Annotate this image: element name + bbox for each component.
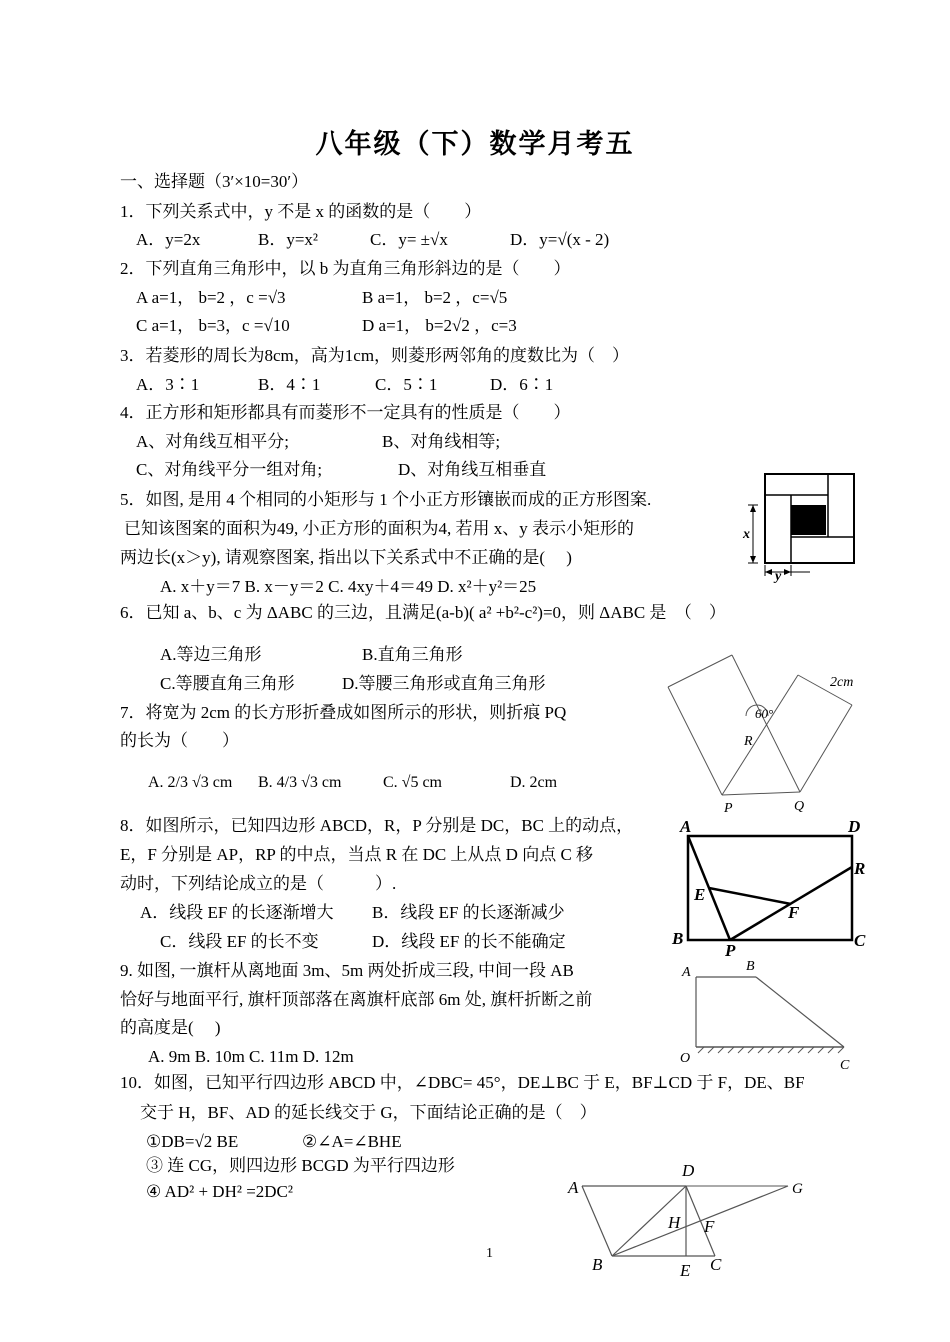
q3-option-d: D．6∶1 xyxy=(490,375,554,394)
q4-option-b: B、对角线相等; xyxy=(382,432,501,451)
q9-fig-label-B: B xyxy=(746,959,755,974)
q9-line3: 的高度是( ) xyxy=(120,1018,221,1037)
q8-fig-label-A: A xyxy=(680,817,692,836)
q5-fig-label-y: y xyxy=(775,569,782,584)
q6-option-c: C.等腰直角三角形 xyxy=(160,674,295,693)
q6-option-b: B.直角三角形 xyxy=(362,645,463,664)
q5-options: A. x＋y＝7 B. x－y＝2 C. 4xy＋4＝49 D. x²＋y²＝25 xyxy=(160,577,537,596)
q7-fig-label-P: P xyxy=(724,801,733,816)
q10-fig-label-A: A xyxy=(568,1178,579,1197)
q10-fig-label-H: H xyxy=(668,1213,681,1232)
q8-option-b: B．线段 EF 的长逐渐减少 xyxy=(372,903,565,922)
q4-stem: 4．正方形和矩形都具有而菱形不一定具有的性质是（ ） xyxy=(120,403,571,422)
q8-fig-label-B: B xyxy=(672,929,684,948)
q3-option-b: B．4∶1 xyxy=(258,375,321,394)
q5-line1: 5．如图, 是用 4 个相同的小矩形与 1 个小正方形镶嵌而成的正方形图案. xyxy=(120,490,652,509)
q6-option-d: D.等腰三角形或直角三角形 xyxy=(342,674,546,693)
q10-fig-label-E: E xyxy=(680,1261,691,1280)
q8-fig-label-R: R xyxy=(854,859,866,878)
q7-figure xyxy=(660,650,880,820)
q10-fig-label-C: C xyxy=(710,1255,722,1274)
q9-fig-label-C: C xyxy=(840,1058,850,1073)
q8-fig-label-C: C xyxy=(854,931,866,950)
q3-option-a: A．3∶1 xyxy=(136,375,200,394)
q8-line1: 8．如图所示，已知四边形 ABCD，R，P 分别是 DC，BC 上的动点， xyxy=(120,816,634,835)
q1-option-c: C．y= ±√x xyxy=(370,230,448,249)
q7-line2: 的长为（ ） xyxy=(120,731,239,750)
q4-option-a: A、对角线互相平分; xyxy=(136,432,289,451)
q5-fig-label-x: x xyxy=(743,527,750,542)
q7-option-d: D. 2cm xyxy=(510,774,558,791)
q7-option-a: A. 2/3 √3 cm xyxy=(148,774,233,791)
q5-figure xyxy=(740,470,860,582)
q2-option-c: C a=1， b=3，c =√10 xyxy=(136,316,290,335)
q2-option-d: D a=1， b=2√2 ，c=3 xyxy=(362,316,517,335)
q7-fig-label-2cm: 2cm xyxy=(830,675,854,690)
q3-option-c: C．5∶1 xyxy=(375,375,438,394)
q9-line2: 恰好与地面平行, 旗杆顶部落在离旗杆底部 6m 处, 旗杆折断之前 xyxy=(120,990,593,1009)
q6-stem: 6．已知 a、b、c 为 ΔABC 的三边，且满足(a-b)( a² +b²-c²)=0，则 ΔABC 是 （ ） xyxy=(120,603,726,622)
q10-statement-2: ②∠A=∠BHE xyxy=(302,1132,402,1151)
q6-option-a: A.等边三角形 xyxy=(160,645,262,664)
q9-line1: 9. 如图, 一旗杆从离地面 3m、5m 两处折成三段, 中间一段 AB xyxy=(120,961,574,980)
q9-options: A. 9m B. 10m C. 11m D. 12m xyxy=(148,1047,354,1066)
section-heading: 一、选择题（3′×10=30′） xyxy=(120,172,309,191)
q1-option-b: B．y=x² xyxy=(258,230,319,249)
q7-line1: 7．将宽为 2cm 的长方形折叠成如图所示的形状，则折痕 PQ xyxy=(120,703,567,722)
q10-fig-label-F: F xyxy=(704,1217,715,1236)
q8-option-a: A．线段 EF 的长逐渐增大 xyxy=(140,903,334,922)
q7-option-c: C. √5 cm xyxy=(383,774,442,791)
q7-fig-label-R: R xyxy=(744,734,753,749)
q9-fig-label-A: A xyxy=(682,965,691,980)
q10-line1: 10．如图，已知平行四边形 ABCD 中，∠DBC= 45°，DE⊥BC 于 E，BF⊥CD 于 F，DE、BF xyxy=(120,1073,805,1092)
q7-fig-label-Q: Q xyxy=(794,799,805,814)
q8-figure xyxy=(670,812,870,962)
page-title: 八年级（下）数学月考五 xyxy=(315,129,635,160)
q7-option-b: B. 4/3 √3 cm xyxy=(258,774,342,791)
q1-option-d: D．y=√(x - 2) xyxy=(510,230,610,249)
q3-stem: 3．若菱形的周长为8cm，高为1cm，则菱形两邻角的度数比为（ ） xyxy=(120,346,630,365)
q5-line2: 已知该图案的面积为49, 小正方形的面积为4, 若用 x、y 表示小矩形的 xyxy=(124,519,634,538)
q4-option-d: D、对角线互相垂直 xyxy=(398,460,547,479)
q9-figure xyxy=(676,955,866,1075)
q5-line3: 两边长(x＞y), 请观察图案, 指出以下关系式中不正确的是( ) xyxy=(120,548,572,567)
q8-line2: E，F 分别是 AP，RP 的中点，当点 R 在 DC 上从点 D 向点 C 移 xyxy=(120,845,594,864)
q8-fig-label-P: P xyxy=(725,941,736,960)
q10-line2: 交于 H，BF、AD 的延长线交于 G，下面结论正确的是（ ） xyxy=(140,1103,597,1122)
q1-stem: 1．下列关系式中，y 不是 x 的函数的是（ ） xyxy=(120,202,482,221)
q10-fig-label-G: G xyxy=(792,1181,803,1197)
q2-option-a: A a=1， b=2 ，c =√3 xyxy=(136,288,286,307)
q8-fig-label-F: F xyxy=(788,903,800,922)
q8-line3: 动时，下列结论成立的是（ ）. xyxy=(120,874,397,893)
q10-statement-3: ③ 连 CG，则四边形 BCGD 为平行四边形 xyxy=(146,1156,455,1175)
q9-fig-label-O: O xyxy=(680,1051,691,1066)
q10-fig-label-D: D xyxy=(682,1161,695,1180)
page-number: 1 xyxy=(486,1246,493,1261)
q4-option-c: C、对角线平分一组对角; xyxy=(136,460,323,479)
q8-option-d: D．线段 EF 的长不能确定 xyxy=(372,932,566,951)
q8-fig-label-D: D xyxy=(848,817,861,836)
q2-option-b: B a=1， b=2 ，c=√5 xyxy=(362,288,508,307)
q1-option-a: A．y=2x xyxy=(136,230,201,249)
q10-statement-4: ④ AD² + DH² =2DC² xyxy=(146,1182,293,1201)
q7-fig-label-60: 60° xyxy=(755,706,774,721)
q10-fig-label-B: B xyxy=(592,1255,603,1274)
q8-option-c: C．线段 EF 的长不变 xyxy=(160,932,319,951)
q8-fig-label-E: E xyxy=(694,885,706,904)
q10-figure xyxy=(560,1158,820,1282)
q10-statement-1: ①DB=√2 BE xyxy=(146,1132,239,1151)
q2-stem: 2．下列直角三角形中，以 b 为直角三角形斜边的是（ ） xyxy=(120,259,571,278)
